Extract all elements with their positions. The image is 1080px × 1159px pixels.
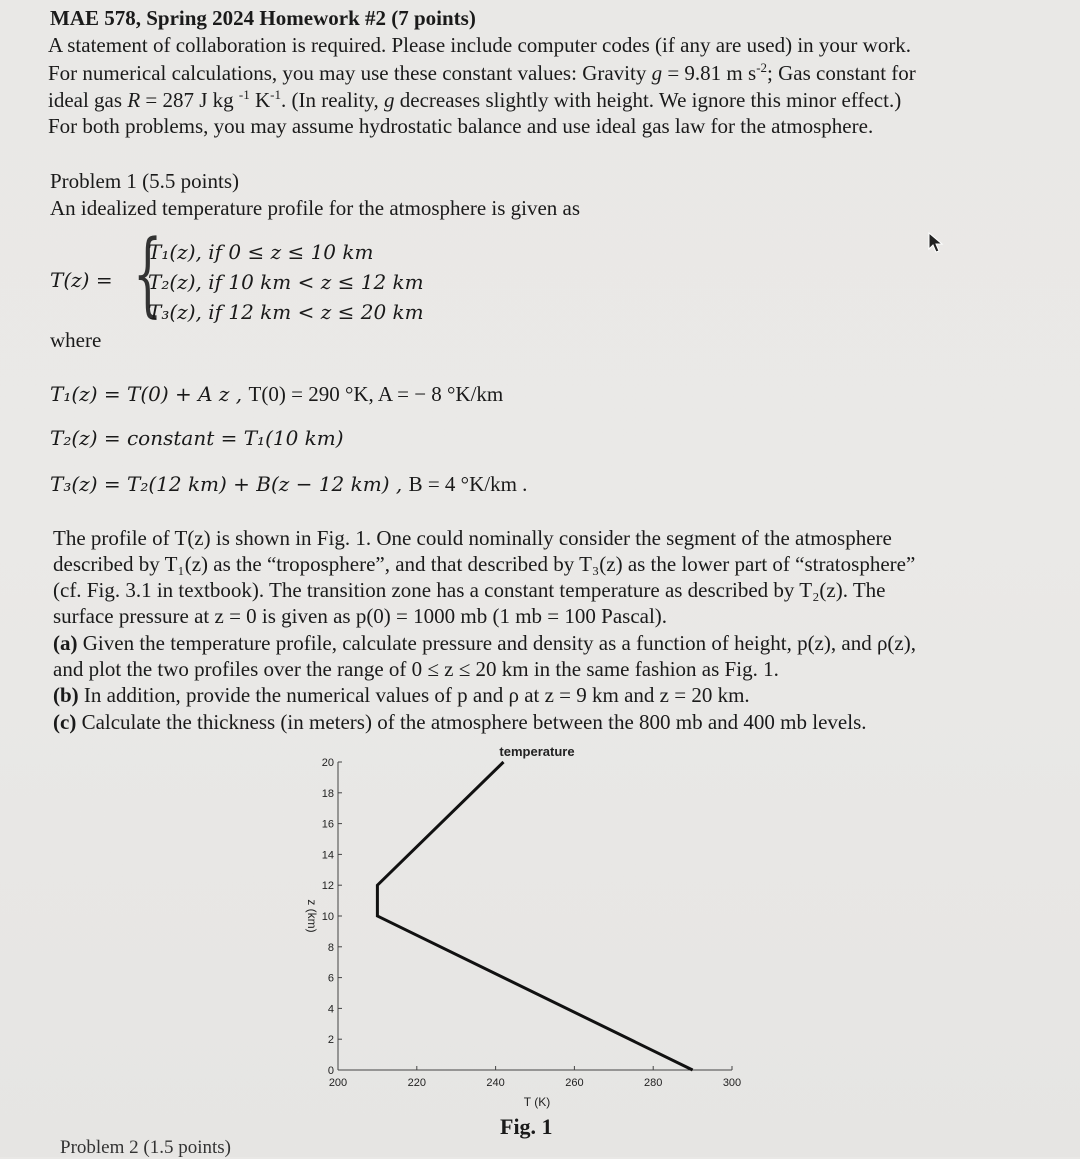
y-tick-label: 14 — [321, 849, 334, 862]
question-label: (c) — [53, 710, 77, 734]
y-axis-label: z (km) — [305, 899, 319, 933]
x-tick-label: 300 — [722, 1077, 742, 1089]
superscript: -1 — [270, 87, 282, 102]
text-span: ideal gas — [48, 88, 128, 112]
y-tick-label: 10 — [321, 911, 334, 923]
text-span: = 9.81 m s — [662, 61, 757, 85]
text-span: K — [249, 88, 271, 112]
superscript: -2 — [756, 60, 768, 75]
piecewise-case-1: T₁(z), if 0 ≤ z ≤ 10 km — [148, 240, 374, 264]
text-span: T₁(z) = T(0) + A z , — [50, 382, 249, 406]
text-span: ; Gas constant for — [767, 61, 916, 85]
constants-line — [48, 60, 916, 86]
question-a-line-2: and plot the two profiles over the range of 0 ≤ z ≤ 20 km in the same fashion as Fig. 1. — [53, 657, 779, 681]
problem1-title: Problem 1 (5.5 points) — [50, 169, 239, 193]
where-label: where — [50, 328, 102, 352]
superscript: -1 — [238, 87, 250, 102]
symbol-g: g — [384, 88, 395, 112]
y-tick-label: 8 — [327, 941, 334, 954]
text-span: Calculate the thickness (in meters) of the atmosphere between the 800 mb and 400 mb levels. — [76, 710, 867, 734]
symbol-g: g — [651, 61, 663, 85]
piecewise-lhs: T(z) = — [50, 268, 113, 292]
text-span: T₃(z) = T₂(12 km) + B(z − 12 km) , — [50, 472, 409, 496]
y-tick-label: 12 — [321, 880, 334, 893]
text-span: T(0) = 290 °K, A = − 8 °K/km — [248, 382, 504, 406]
y-tick-label: 18 — [321, 787, 334, 800]
text-span: . (In reality, — [281, 88, 385, 112]
problem1-intro: An idealized temperature profile for the atmosphere is given as — [50, 196, 581, 220]
question-label: (a) — [53, 631, 78, 655]
equation-t2: T₂(z) = constant = T₁(10 km) — [50, 426, 344, 450]
y-tick-label: 20 — [321, 757, 334, 769]
x-tick-label: 260 — [565, 1077, 584, 1089]
equation-t1 — [50, 382, 503, 407]
temperature-profile-line — [377, 762, 692, 1070]
question-b — [53, 682, 750, 709]
chart-title: temperature — [499, 744, 575, 759]
x-tick-label: 240 — [486, 1077, 505, 1089]
piecewise-case-2: T₂(z), if 10 km < z ≤ 12 km — [148, 270, 424, 294]
x-tick-label: 200 — [328, 1077, 348, 1089]
homework-title: MAE 578, Spring 2024 Homework #2 (7 points) — [50, 6, 476, 30]
y-tick-label: 16 — [321, 818, 334, 831]
text-span: Given the temperature profile, calculate pressure and density as a function of height, p(z), and ρ(z), — [77, 631, 916, 655]
question-label: (b) — [53, 683, 79, 707]
paragraph-line-2: described by T₁(z) as the “troposphere”, and that described by T₃(z) as the lower part of “stratosphere” — [53, 552, 916, 576]
problem2-title: Problem 2 (1.5 points) — [60, 1137, 231, 1158]
symbol-R: R — [127, 88, 141, 112]
y-tick-label: 2 — [327, 1034, 334, 1047]
x-tick-label: 280 — [644, 1077, 663, 1089]
question-c — [53, 709, 867, 736]
piecewise-case-3: T₃(z), if 12 km < z ≤ 20 km — [148, 300, 424, 324]
collaboration-statement: A statement of collaboration is required. Please include computer codes (if any are used) in your work. — [48, 33, 912, 57]
text-span: For numerical calculations, you may use these constant values: Gravity — [48, 61, 652, 85]
equation-t3 — [50, 472, 527, 497]
x-tick-label: 220 — [407, 1077, 426, 1089]
paragraph-line-3: (cf. Fig. 3.1 in textbook). The transition zone has a constant temperature as described by T₂(z). The — [53, 578, 886, 602]
x-axis-label: T (K) — [523, 1095, 551, 1109]
text-span: In addition, provide the numerical values of p and ρ at z = 9 km and z = 20 km. — [78, 683, 750, 707]
mouse-cursor-icon — [928, 232, 946, 259]
gas-constant-line — [48, 87, 901, 113]
assumption-line: For both problems, you may assume hydrostatic balance and use ideal gas law for the atmosphere. — [48, 114, 874, 138]
question-a-line-1 — [53, 630, 916, 657]
y-tick-label: 6 — [327, 972, 334, 985]
text-span: = 287 J kg — [140, 88, 239, 112]
figure-caption: Fig. 1 — [500, 1114, 553, 1139]
paragraph-line-4: surface pressure at z = 0 is given as p(0) = 1000 mb (1 mb = 100 Pascal). — [53, 604, 668, 628]
text-span: decreases slightly with height. We ignore this minor effect.) — [394, 88, 902, 112]
paragraph-line-1: The profile of T(z) is shown in Fig. 1. One could nominally consider the segment of the atmosphere — [53, 526, 892, 550]
text-span: B = 4 °K/km . — [408, 472, 528, 496]
y-tick-label: 0 — [327, 1065, 334, 1077]
temperature-profile-chart — [280, 740, 780, 1120]
left-brace: { — [133, 220, 163, 327]
y-tick-label: 4 — [327, 1003, 334, 1016]
